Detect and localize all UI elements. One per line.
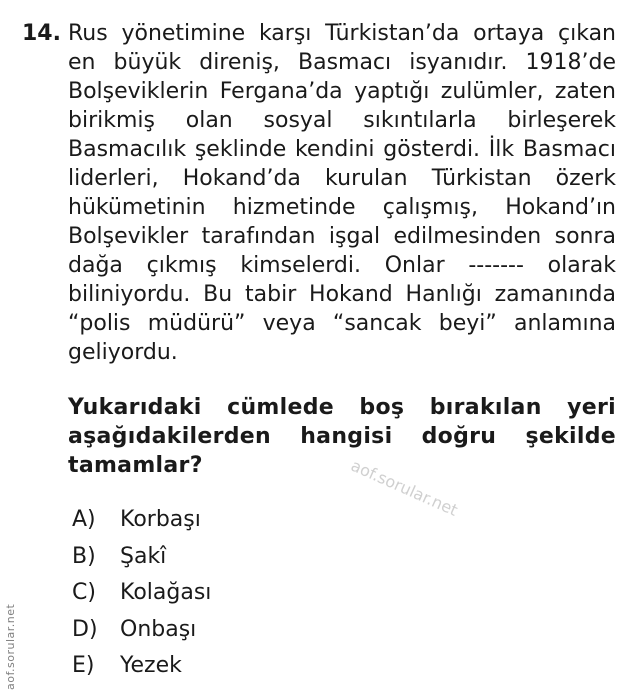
question-text: Rus yönetimine karşı Türkistan’da ortaya çıkan en büyük direniş, Basmacı isyanıdır. 1918’de Bolşeviklerin Fergana’da yaptığı zulümler, zaten birikmiş olan sosyal sıkıntılarla birleşerek Basmacılık şeklinde kendini gösterdi. İlk Basmacı liderleri, Hokand’da kurulan Türkistan özerk hükümetinin hizmetinde çalışmış, Hokand’ın Bolşevikler tarafından işgal edilmesinden sonra dağa çıkmış kimselerdi. Onlar ------- olarak biliniyordu. Bu tabir Hokand Hanlığı zamanında “polis müdürü” veya “sancak beyi” anlamına geliyordu. bbox=[68, 21, 616, 365]
option-letter: D) bbox=[72, 616, 98, 642]
option-text: Yezek bbox=[120, 653, 182, 678]
question-number: 14. bbox=[22, 21, 61, 46]
option-b[interactable] bbox=[72, 539, 211, 576]
option-text: Onbaşı bbox=[120, 616, 197, 642]
option-a[interactable] bbox=[72, 502, 211, 539]
option-text: Korbaşı bbox=[120, 507, 201, 532]
answer-options bbox=[72, 502, 211, 685]
option-letter: E) bbox=[72, 653, 95, 678]
option-text: Şakî bbox=[120, 543, 167, 569]
option-e[interactable] bbox=[72, 648, 211, 685]
option-c[interactable] bbox=[72, 575, 211, 612]
option-letter: B) bbox=[72, 543, 96, 569]
option-text: Kolağası bbox=[120, 580, 212, 605]
option-d[interactable] bbox=[72, 612, 211, 649]
diagonal-watermark: aof.sorular.net bbox=[348, 455, 461, 520]
option-letter: A) bbox=[72, 507, 96, 532]
side-watermark: aof.sorular.net bbox=[4, 603, 17, 690]
question-prompt: Yukarıdaki cümlede boş bırakılan yeri aşağıdakilerden hangisi doğru şekilde tamamlar? bbox=[68, 395, 616, 478]
option-letter: C) bbox=[72, 580, 96, 605]
